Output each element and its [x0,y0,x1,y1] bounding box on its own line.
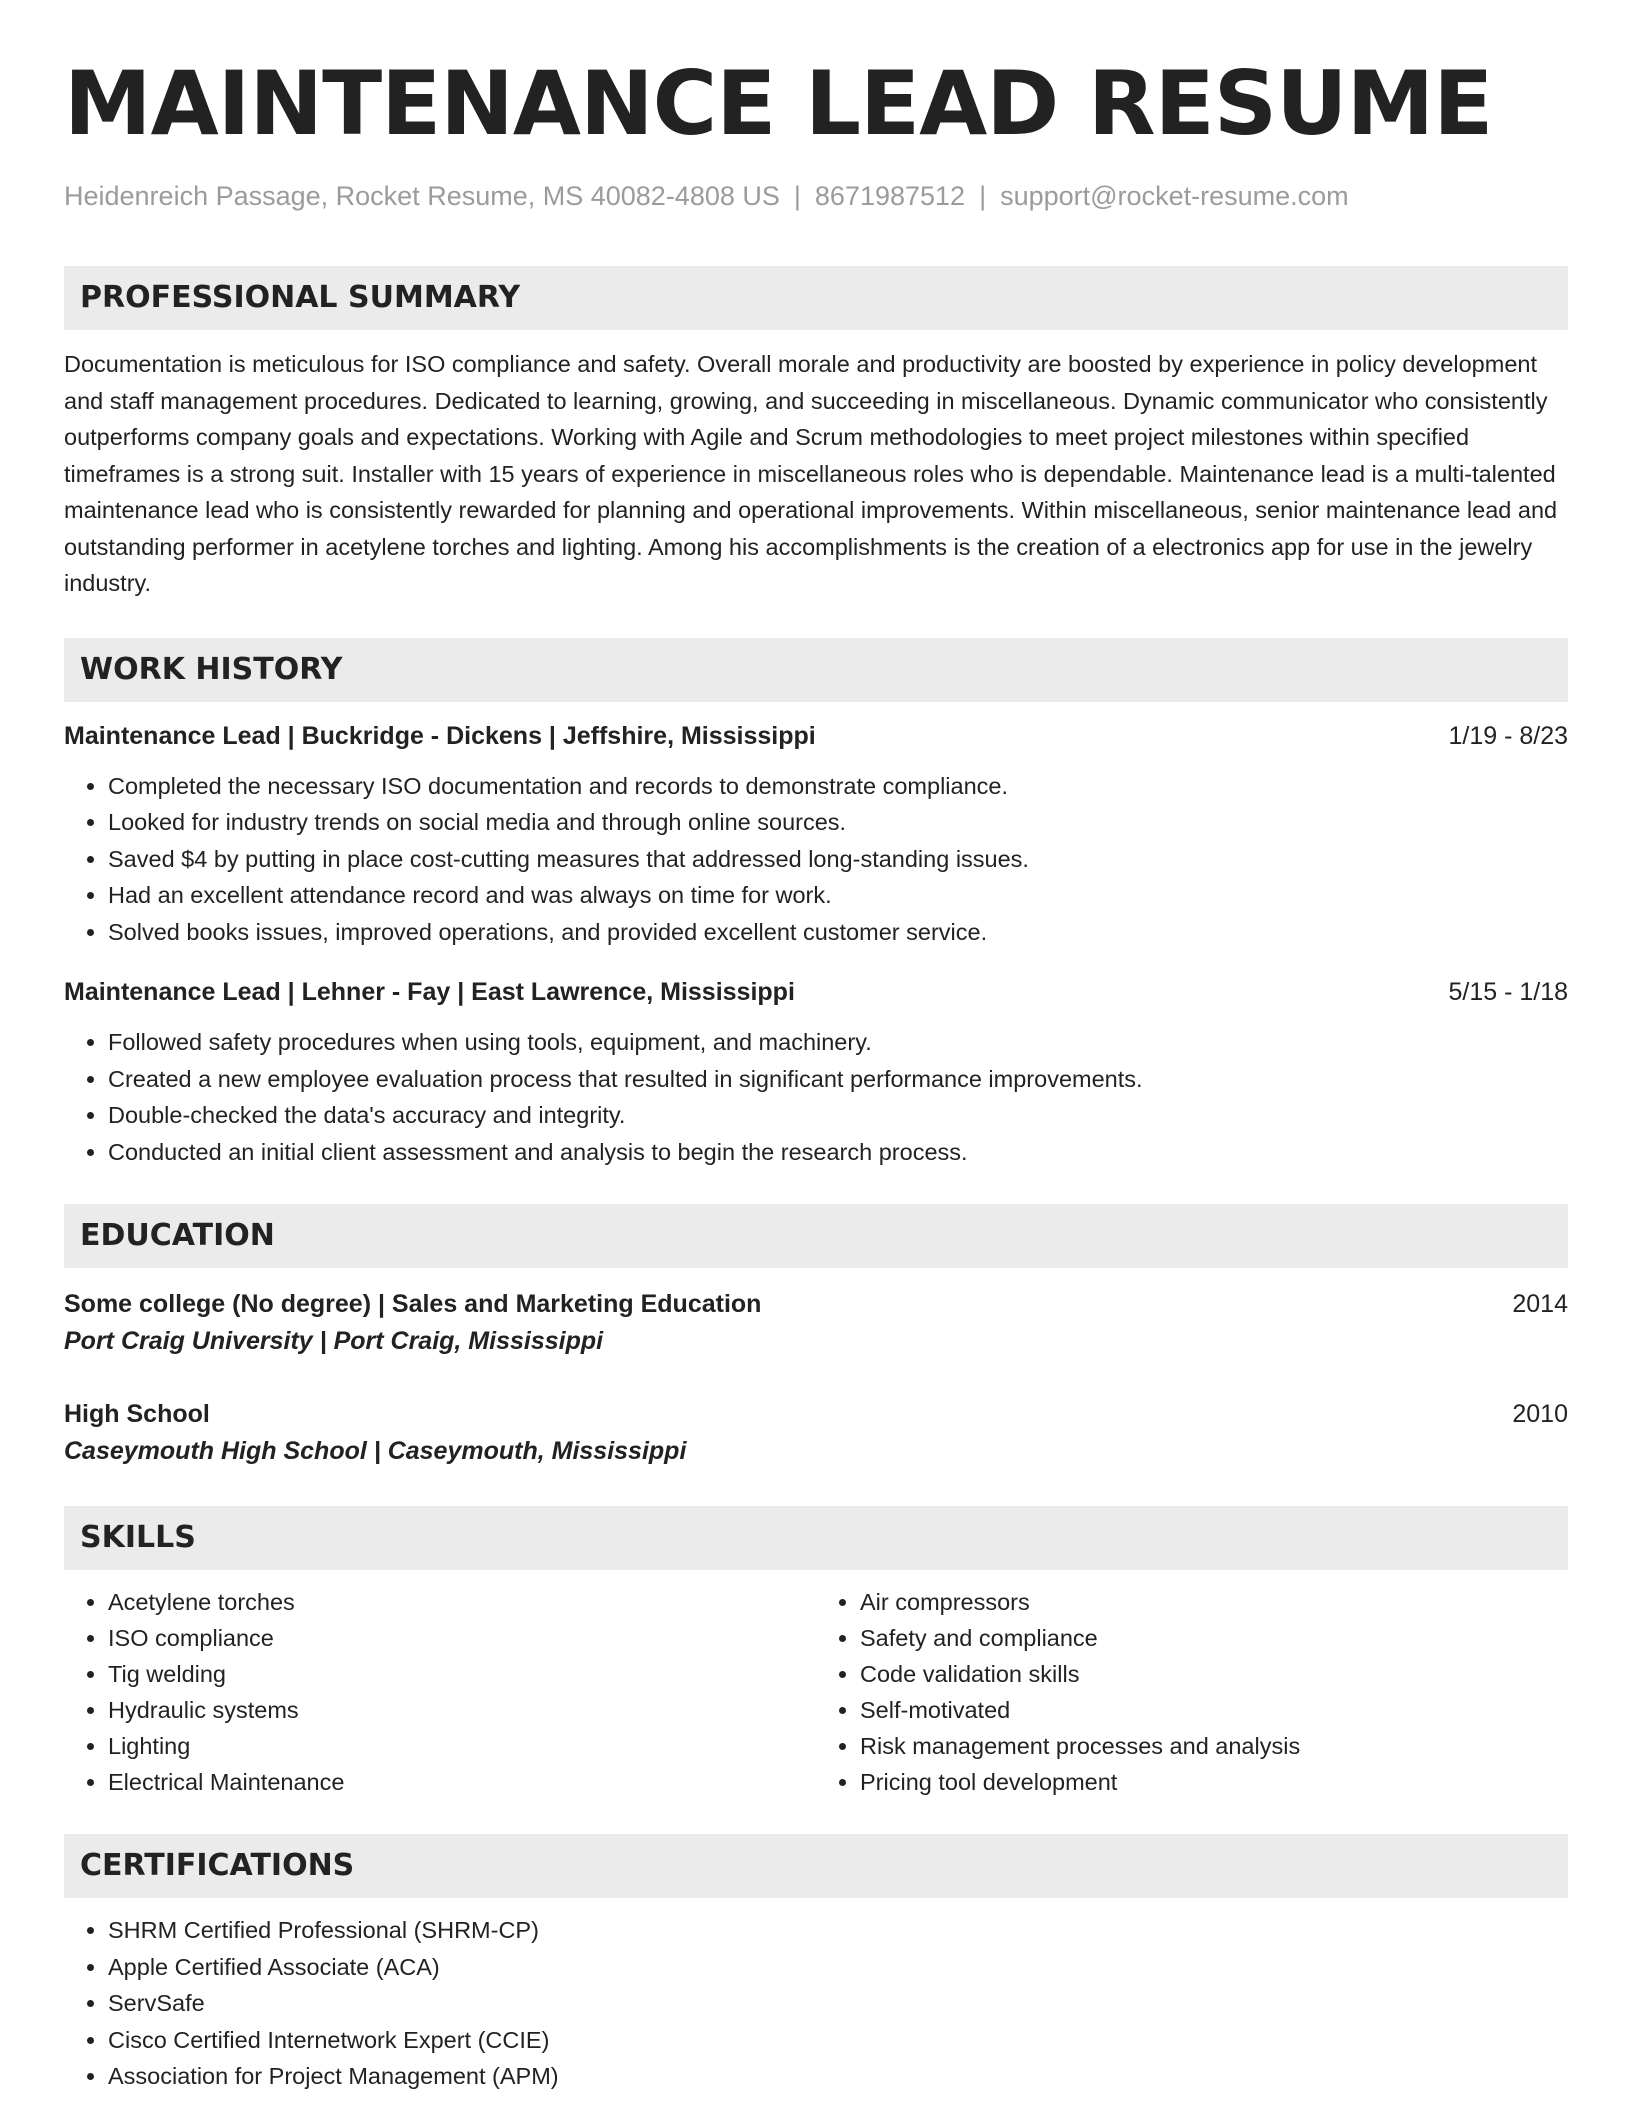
certification-item: • Association for Project Management (APM) [108,2058,1568,2095]
job-entry [64,974,1568,1170]
contact-email: support@rocket-resume.com [1000,181,1349,211]
skill-item: • Tig welding [108,1656,816,1692]
education-year: 2010 [1512,1400,1568,1428]
section-header-education: EDUCATION [64,1204,1568,1268]
skill-item: • Electrical Maintenance [108,1764,816,1800]
certifications-list [64,1912,1568,2095]
skill-item: • Safety and compliance [860,1620,1568,1656]
contact-address: Heidenreich Passage, Rocket Resume, MS 40082-4808 US [64,181,780,211]
skills-column-left [64,1584,816,1800]
job-bullet: • Saved $4 by putting in place cost-cutting measures that addressed long-standing issues. [108,841,1568,878]
certification-item: • SHRM Certified Professional (SHRM-CP) [108,1912,1568,1949]
education-school: Caseymouth High School | Caseymouth, Mississippi [64,1437,687,1465]
job-bullet: • Had an excellent attendance record and was always on time for work. [108,877,1568,914]
skill-item: • Self-motivated [860,1692,1568,1728]
job-entry [64,718,1568,951]
section-header-skills: SKILLS [64,1506,1568,1570]
contact-line [64,178,1568,214]
skill-item: • Code validation skills [860,1656,1568,1692]
section-header-summary: PROFESSIONAL SUMMARY [64,266,1568,330]
summary-text: Documentation is meticulous for ISO compliance and safety. Overall morale and productivity are boosted by experience in policy development and staff management procedures. Dedicated to learning, growing, and succeeding in miscellaneous. Dynamic communicator who consistently outperforms company goals and expectations. Working with Agile and Scrum methodologies to meet project milestones within specified timeframes is a strong suit. Installer with 15 years of experience in miscellaneous roles who is dependable. Maintenance lead is a multi-talented maintenance lead who is consistently rewarded for planning and operational improvements. Within miscellaneous, senior maintenance lead and outstanding performer in acetylene torches and lighting. Among his accomplishments is the creation of a electronics app for use in the jewelry industry. [64,351,1558,596]
skill-item: • Air compressors [860,1584,1568,1620]
job-bullet: • Followed safety procedures when using tools, equipment, and machinery. [108,1024,1568,1061]
resume-title: MAINTENANCE LEAD RESUME [64,52,1493,155]
skills-list [64,1584,1568,1800]
job-bullet: • Created a new employee evaluation process that resulted in significant performance improvements. [108,1061,1568,1098]
skill-item: • Risk management processes and analysis [860,1728,1568,1764]
contact-separator: | [793,181,801,211]
certification-item: • Cisco Certified Internetwork Expert (CCIE) [108,2022,1568,2059]
education-entry [64,1396,1568,1470]
education-entry [64,1286,1568,1360]
education-degree: Some college (No degree) | Sales and Marketing Education [64,1290,762,1318]
job-dates: 1/19 - 8/23 [1448,721,1568,750]
job-bullets [64,768,1568,951]
skill-item: • Acetylene torches [108,1584,816,1620]
section-header-certifications: CERTIFICATIONS [64,1834,1568,1898]
job-bullet: • Completed the necessary ISO documentation and records to demonstrate compliance. [108,768,1568,805]
certification-item: • Apple Certified Associate (ACA) [108,1949,1568,1986]
job-title: Maintenance Lead | Buckridge - Dickens | Jeffshire, Mississippi [64,721,816,750]
education-year: 2014 [1512,1290,1568,1318]
job-bullet: • Conducted an initial client assessment and analysis to begin the research process. [108,1134,1568,1171]
job-title: Maintenance Lead | Lehner - Fay | East Lawrence, Mississippi [64,978,795,1006]
job-bullets [64,1024,1568,1170]
skill-item: • Lighting [108,1728,816,1764]
skill-item: • Hydraulic systems [108,1692,816,1728]
contact-phone: 8671987512 [814,181,966,211]
skills-column-right [816,1584,1568,1800]
contact-separator: | [979,181,987,211]
job-bullet: • Solved books issues, improved operations, and provided excellent customer service. [108,914,1568,951]
skill-item: • Pricing tool development [860,1764,1568,1800]
certification-item: • ServSafe [108,1985,1568,2022]
education-school: Port Craig University | Port Craig, Mississippi [64,1327,604,1355]
job-bullet: • Double-checked the data's accuracy and integrity. [108,1097,1568,1134]
job-bullet: • Looked for industry trends on social media and through online sources. [108,804,1568,841]
job-dates: 5/15 - 1/18 [1448,978,1568,1006]
education-degree: High School [64,1400,210,1428]
section-header-work: WORK HISTORY [64,638,1568,702]
skill-item: • ISO compliance [108,1620,816,1656]
